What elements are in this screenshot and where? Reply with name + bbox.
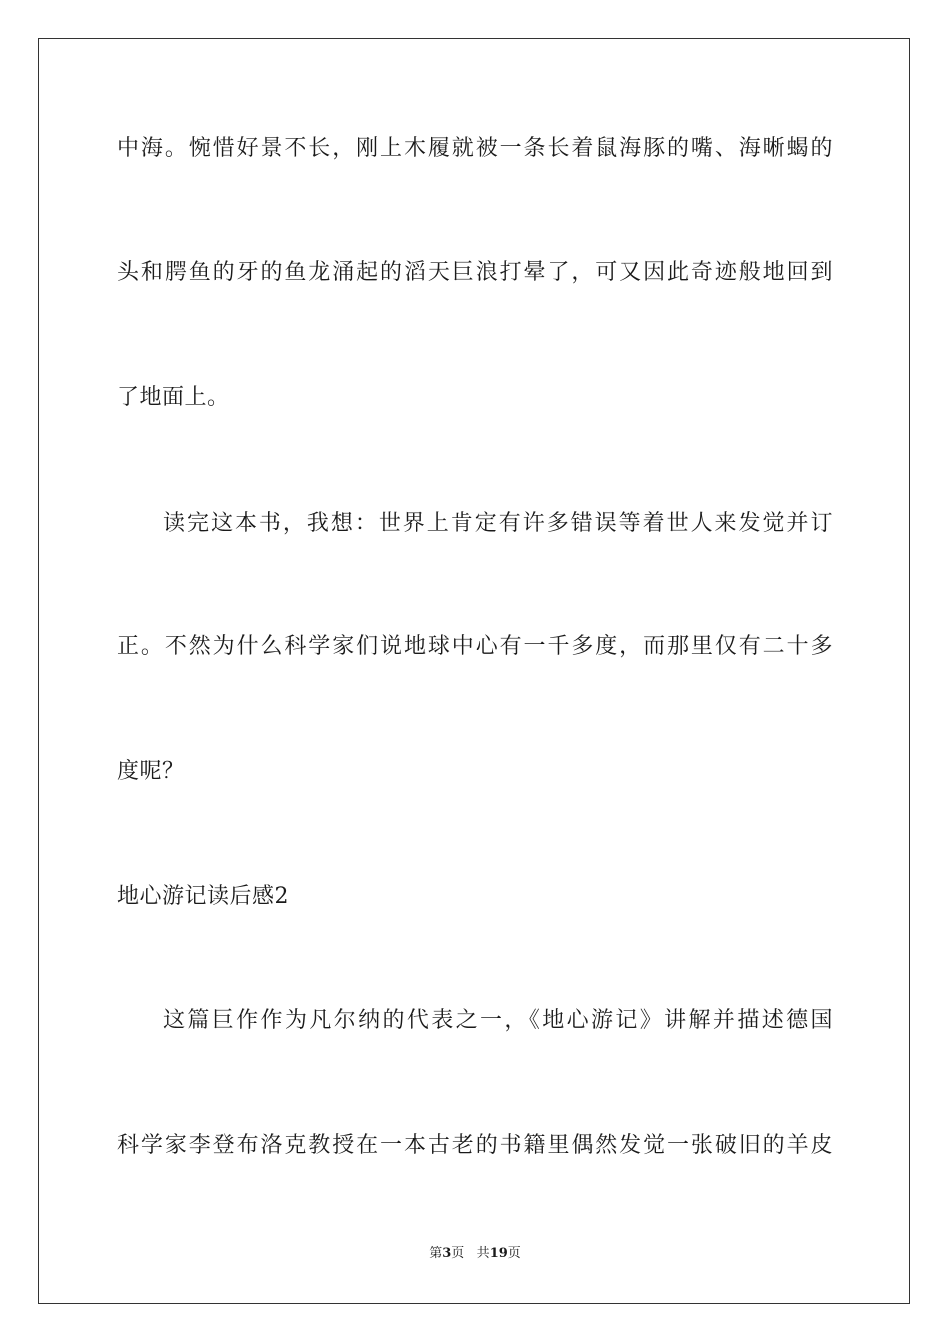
body-text-line: 科学家李登布洛克教授在一本古老的书籍里偶然发觉一张破旧的羊皮: [117, 1133, 833, 1158]
body-text-line: 正。不然为什么科学家们说地球中心有一千多度，而那里仅有二十多: [117, 634, 833, 659]
footer-page-number: 3: [442, 1246, 452, 1261]
paragraph-first-line: 这篇巨作作为凡尔纳的代表之一，《地心游记》讲解并描述德国: [163, 1008, 833, 1033]
body-text-line: 度呢？: [117, 759, 185, 784]
footer-total-number: 19: [489, 1246, 508, 1261]
body-text-line: 中海。惋惜好景不长，刚上木履就被一条长着鼠海豚的嘴、海晰蝎的: [117, 136, 833, 161]
section-heading: 地心游记读后感2: [117, 884, 289, 909]
footer-page-prefix: 第: [429, 1246, 443, 1261]
body-text-line: 头和腭鱼的牙的鱼龙涌起的滔天巨浪打晕了，可又因此奇迹般地回到: [117, 260, 833, 285]
footer-page-suffix: 页: [451, 1246, 465, 1261]
page-frame: [38, 38, 910, 1304]
paragraph-first-line: 读完这本书，我想：世界上肯定有许多错误等着世人来发觉并订: [163, 511, 833, 536]
body-text-line: 了地面上。: [117, 385, 230, 410]
footer-total-suffix: 页: [507, 1246, 521, 1261]
footer-total-prefix: 共: [476, 1246, 490, 1261]
page-footer: [0, 1244, 950, 1264]
